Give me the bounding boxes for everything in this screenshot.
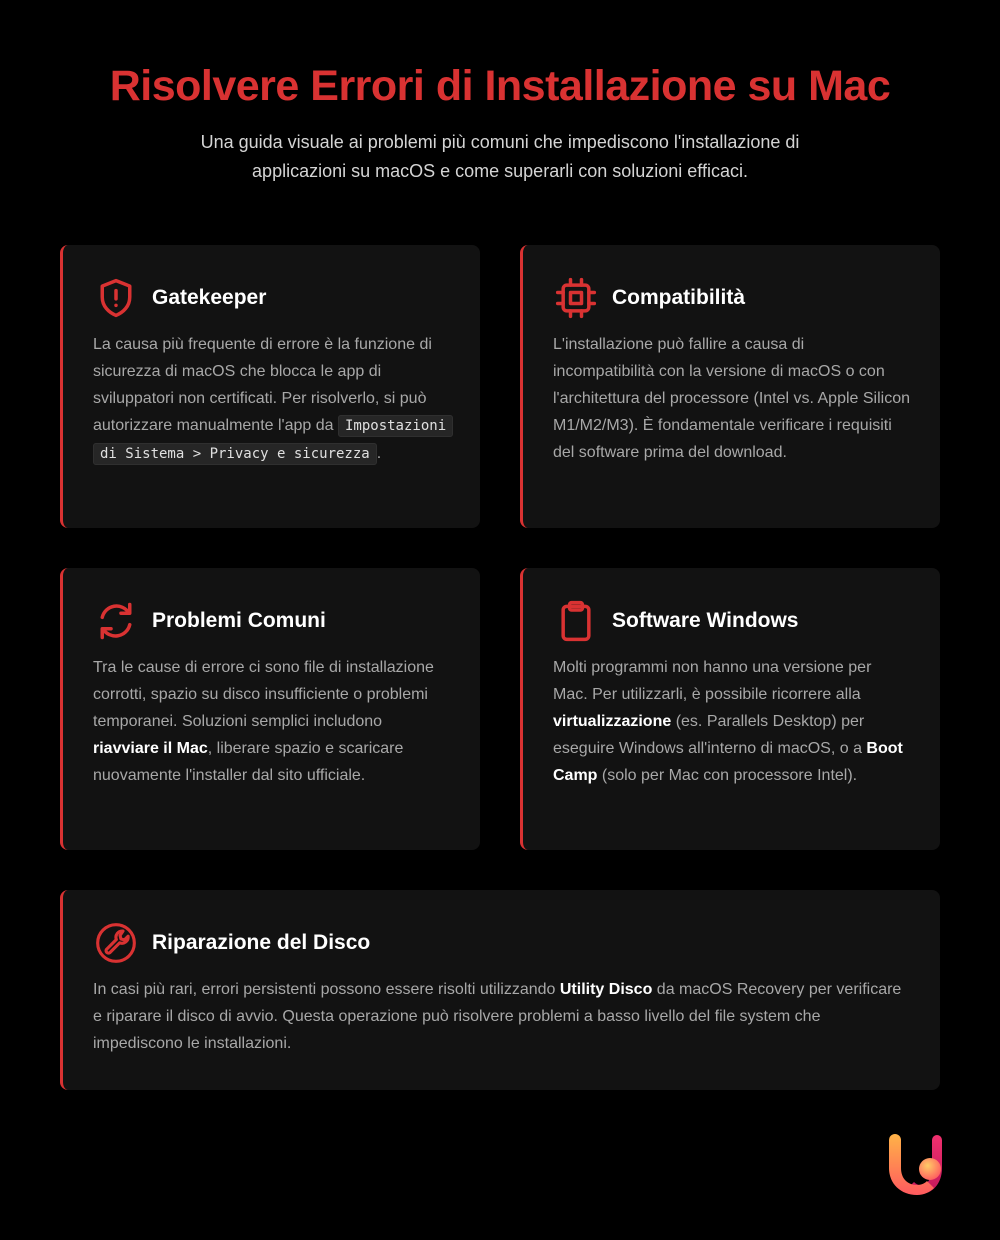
card-title: Riparazione del Disco bbox=[152, 931, 371, 954]
card-text-part: Tra le cause di errore ci sono file di installazione corrotti, spazio su disco insufficiente o problemi temporanei. Soluzioni semplici includono bbox=[93, 659, 434, 730]
card-text bbox=[553, 654, 910, 789]
card-header bbox=[93, 920, 910, 966]
card-text-bold: virtualizzazione bbox=[553, 713, 672, 730]
card-text-bold: Boot Camp bbox=[553, 740, 903, 784]
refresh-icon bbox=[93, 598, 139, 644]
wrench-circle-icon bbox=[93, 920, 139, 966]
brand-logo-icon bbox=[884, 1128, 958, 1202]
card-title: Compatibilità bbox=[612, 286, 746, 309]
card-header bbox=[553, 598, 910, 644]
card-title: Problemi Comuni bbox=[152, 609, 326, 632]
card-text-bold: riavviare il Mac bbox=[93, 740, 208, 757]
card-text-part: La causa più frequente di errore è la funzione di sicurezza di macOS che blocca le app di sviluppatori non certificati. Per risolverlo, si può autorizzare manualmente l'app da bbox=[93, 336, 432, 434]
clipboard-icon bbox=[553, 598, 599, 644]
card-header bbox=[93, 598, 450, 644]
card-compatibility bbox=[520, 245, 940, 528]
card-text: L'installazione può fallire a causa di incompatibilità con la versione di macOS o con l'architettura del processore (Intel vs. Apple Silicon M1/M2/M3). È fondamentale verificare i requisiti del software prima del download. bbox=[553, 336, 911, 461]
card-text-part: Molti programmi non hanno una versione per Mac. Per utilizzarli, è possibile ricorrere alla bbox=[553, 659, 872, 703]
card-text bbox=[93, 654, 450, 789]
card-common-problems bbox=[60, 568, 480, 850]
card-title: Gatekeeper bbox=[152, 286, 267, 309]
card-text-part: In casi più rari, errori persistenti possono essere risolti utilizzando bbox=[93, 981, 560, 998]
card-windows-software bbox=[520, 568, 940, 850]
page-title: Risolvere Errori di Installazione su Mac bbox=[109, 62, 891, 110]
card-text-part: . bbox=[376, 445, 382, 462]
card-text-part: (es. Parallels Desktop) per eseguire Windows all'interno di macOS, o a bbox=[553, 713, 867, 757]
page-subtitle: Una guida visuale ai problemi più comuni che impediscono l'installazione di applicazioni su macOS e come superarli con soluzioni efficaci. bbox=[200, 132, 800, 181]
card-text-part: (solo per Mac con processore Intel). bbox=[597, 767, 858, 784]
card-gatekeeper bbox=[60, 245, 480, 528]
page-header bbox=[0, 58, 1000, 186]
card-text-part: da macOS Recovery per verificare e riparare il disco di avvio. Questa operazione può risolvere problemi a basso livello del file system che impediscono le installazioni. bbox=[93, 981, 902, 1052]
card-header bbox=[93, 275, 450, 321]
card-text-bold: Utility Disco bbox=[559, 981, 653, 998]
card-header bbox=[553, 275, 910, 321]
card-text-part: , liberare spazio e scaricare nuovamente l'installer dal sito ufficiale. bbox=[93, 740, 404, 784]
card-text bbox=[93, 976, 910, 1057]
settings-path-code: Impostazioni di Sistema > Privacy e sicurezza bbox=[93, 415, 453, 465]
card-title: Software Windows bbox=[612, 609, 799, 632]
cpu-chip-icon bbox=[553, 275, 599, 321]
shield-alert-icon bbox=[93, 275, 139, 321]
card-text bbox=[93, 331, 450, 468]
card-disk-repair bbox=[60, 890, 940, 1090]
